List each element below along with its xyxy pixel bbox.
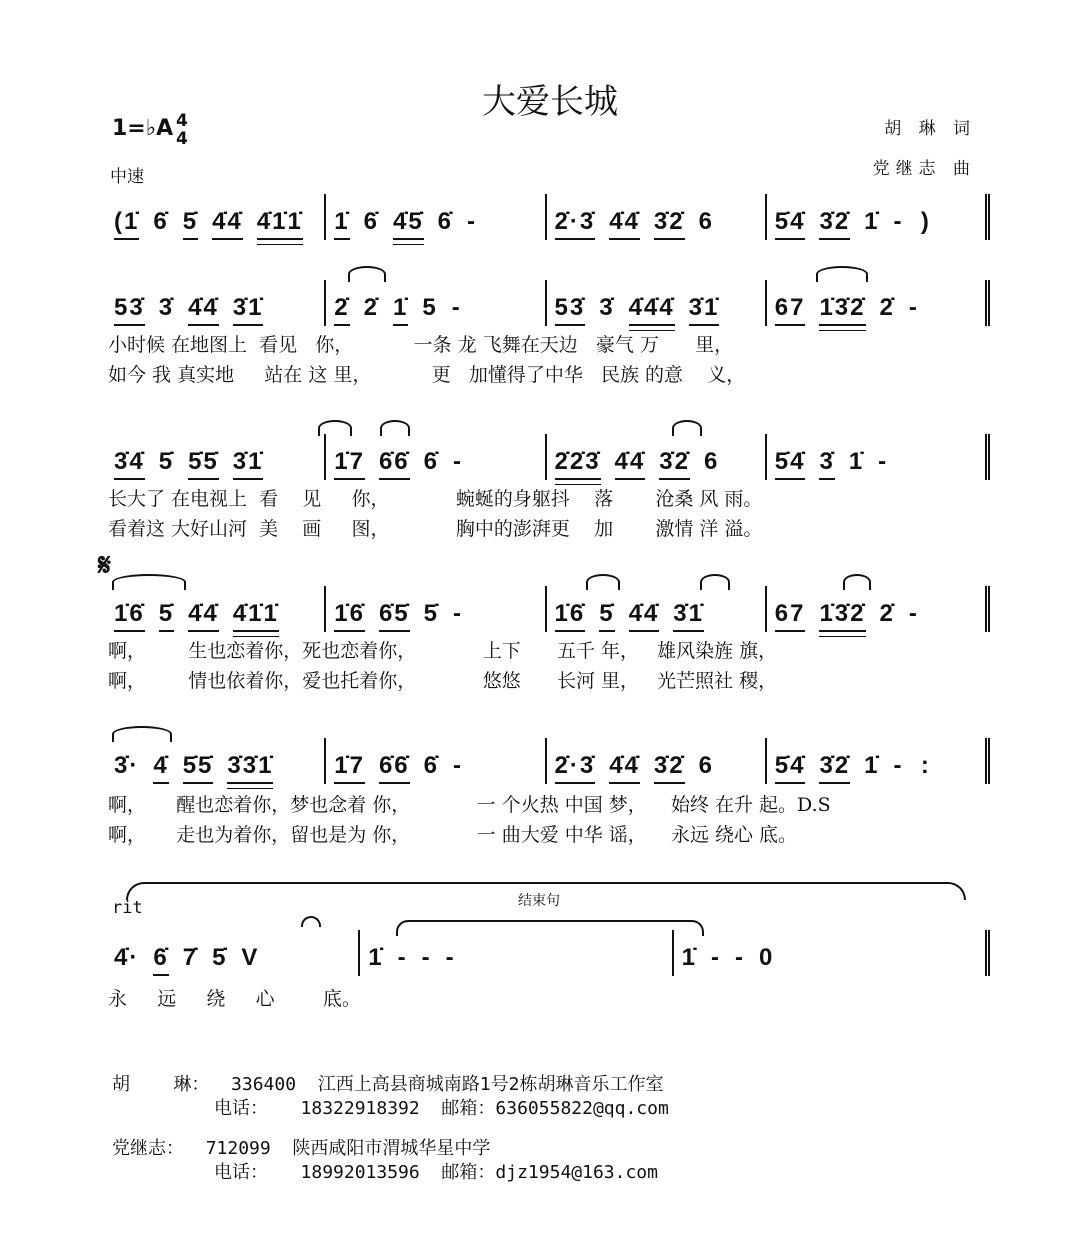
note-group: 4̇ [153,752,168,784]
note-group: 1̇ [681,944,697,971]
measure [545,280,765,326]
note-group: 4̇4̇ [629,600,660,632]
note-group: 6̇ [423,752,440,779]
note-group: 0 [759,944,775,971]
note-group: 3̇ [599,294,615,321]
note-group: 1̇ [393,294,408,326]
measure [358,930,671,976]
note-group: 2̇ [879,600,895,627]
measure [106,194,324,240]
note-group: 6̇ [363,208,379,235]
note-group: 6̇5̇ [379,600,410,632]
email-label: 邮箱： [441,1162,496,1183]
contact-zip: 336400 [231,1074,297,1095]
contact-lyricist [112,1070,663,1096]
note-group: 53̇ [114,294,145,326]
ending-bracket [126,882,966,900]
notation-row [106,582,990,632]
measure [765,280,990,326]
note-group: - [908,294,919,321]
note-group: 1̇ [864,752,880,779]
note-group: 6̇6̇ [379,752,410,784]
note-group: 53̇ [555,294,586,326]
notation-row [106,430,990,480]
note-group: 6̇ [153,208,169,235]
note-group: 4̇4̇ [212,208,243,240]
note-group: 6̇ [437,208,454,235]
measure [106,586,324,632]
note-group: 1̇ [864,208,880,235]
ending-label: 结束句 [518,893,560,909]
note-group: 5̇4̇ [775,752,806,784]
song-title: 大爱长城 [482,82,618,122]
notation-row [106,190,990,240]
note-group: 67 [775,294,806,326]
note-group: 4̇4̇ [609,208,640,240]
lyric-line: 啊， 醒也恋着你，梦也念着 你， 一 个火热 中国 梦， 始终 在升 起。D.S [108,794,831,816]
measure [545,738,765,784]
note-group: 3̇2̇ [819,208,850,240]
note-group: 3̇4̇ [114,448,145,480]
key-signature: 1=♭A [112,116,174,141]
note-group: 1̇6̇ [555,600,586,632]
note-group: 3̇1̇ [689,294,720,326]
email: djz1954@163.com [495,1162,658,1183]
lyricist-credit: 胡 琳 词 [884,119,976,139]
measure [765,434,990,480]
note-group: - [711,944,721,971]
composer-credit: 党继志 曲 [872,159,976,179]
note-group: V [241,944,260,971]
note-group: - [451,294,462,321]
measure [106,738,324,784]
note-group: 1̇7 [334,448,365,480]
note-group: - [878,448,889,475]
note-group: 4̇· [114,944,140,971]
note-group: 1̇3̇2̇ [819,600,865,632]
note-group: 4̇4̇ [609,752,640,784]
time-signature [176,112,188,148]
note-group: 5̇4̇ [775,448,806,480]
phone: 18322918392 [300,1098,420,1119]
notation-row [106,734,990,784]
email-label: 邮箱： [441,1098,496,1119]
time-bottom: 4 [176,129,188,149]
email: 636055822@qq.com [495,1098,669,1119]
note-group: - [397,944,408,971]
lyric-line: 啊， 走也为着你，留也是为 你， 一 曲大爱 中华 谣， 永远 绕心 底。 [108,824,798,846]
note-group: 1̇ [334,208,349,240]
measure [545,434,765,480]
note-group: 4̇4̇ [188,294,219,326]
measure [765,586,990,632]
note-group: - : [893,752,931,779]
measure [545,194,765,240]
note-group: 3̇ [819,448,834,480]
note-group: 1̇6̇ [114,600,145,632]
note-group: 4̇4̇4̇ [629,294,675,326]
note-group: 6 [698,208,714,235]
note-group: 5̇ [159,600,174,632]
note-group: - [445,944,456,971]
note-group: - [467,208,478,235]
measure [324,738,544,784]
note-group: 7̇ [182,944,199,971]
note-group: 3̇2̇ [654,752,685,784]
note-group: 1̇ [848,448,865,475]
note-group: 3̇2̇ [654,208,685,240]
measure [106,930,358,976]
note-group: 2̇2̇3̇ [555,448,601,480]
contact-lyricist-phone [214,1094,669,1120]
measure [324,586,544,632]
note-group: - ) [893,208,931,235]
notation-row [106,926,990,976]
note-group: 4̇1̇1̇ [233,600,279,632]
lyric-line: 小时候 在地图上 看见 你， 一条 龙 飞舞在天边 豪气 万 里， [108,334,734,356]
contact-address: 陕西咸阳市渭城华星中学 [292,1138,491,1159]
lyric-line: 长大了 在电视上 看 见 你， 蜿蜒的身躯抖 落 沧桑 风 雨。 [108,488,763,510]
note-group: 1̇ [368,944,384,971]
lyric-line: 啊， 情也依着你，爱也托着你， 悠悠 长河 里， 光芒照社 稷， [108,670,778,692]
note-group: 5̇ [599,600,614,632]
note-group: 3̇2̇ [819,752,850,784]
note-group: 3̇1̇ [673,600,704,632]
note-group: 3̇· [114,752,140,779]
contact-address: 江西上高县商城南路1号2栋胡琳音乐工作室 [317,1074,664,1095]
note-group: 4̇5̇ [393,208,424,240]
lyric-line: 永 远 绕 心 底。 [108,988,361,1010]
note-group: 1̇7 [334,752,365,784]
note-group: 2̇·3̇ [555,208,596,240]
measure [324,280,544,326]
measure [545,586,765,632]
note-group: 4̇4̇ [188,600,219,632]
measure [324,434,544,480]
contact-composer-phone [214,1158,658,1184]
note-group: 5̇ [183,208,198,240]
measure [765,194,990,240]
note-group: 3̇ [158,294,175,321]
note-group: 3̇3̇1̇ [227,752,273,784]
note-group: - [735,944,745,971]
contact-zip: 712099 [205,1138,271,1159]
phone-label: 电话： [214,1098,268,1119]
note-group: 5 [422,294,438,321]
rit-marking: rit [112,898,143,918]
note-group: 6 [703,448,720,475]
measure [106,434,324,480]
lyric-line: 如今 我 真实地 站在 这 里， 更 加懂得了中华 民族 的意 义， [108,364,746,386]
note-group: 6̇ [423,448,440,475]
time-top: 4 [176,111,188,131]
measure [106,280,324,326]
note-group: 5̇5̇ [188,448,219,480]
note-group: - [421,944,432,971]
note-group: - [453,448,464,475]
note-group: 4̇1̇1̇ [257,208,303,240]
notation-row [106,276,990,326]
measure [765,738,990,784]
contact-name: 党继志： [112,1138,184,1159]
note-group: 3̇1̇ [233,294,264,326]
measure [672,930,990,976]
phone-label: 电话： [214,1162,268,1183]
note-group: 2̇ [363,294,379,321]
segno-sign: 𝄋 [98,548,111,583]
note-group: 5̇ [212,944,228,971]
note-group: 1̇6̇ [334,600,365,632]
phone: 18992013596 [300,1162,420,1183]
tempo-marking: 中速 [110,167,144,187]
note-group: 6 [698,752,714,779]
note-group: 5̇ [158,448,175,475]
note-group: 2̇·3̇ [555,752,596,784]
contact-composer [112,1134,490,1160]
note-group: 5̇ [423,600,440,627]
note-group: - [453,600,464,627]
note-group: 67 [775,600,806,632]
note-group: 3̇1̇ [233,448,264,480]
note-group: 1̇3̇2̇ [819,294,865,326]
note-group: 3̇2̇ [659,448,690,480]
note-group: 6̇6̇ [379,448,410,480]
lyric-line: 啊， 生也恋着你，死也恋着你， 上下 五千 年， 雄风染旌 旗， [108,640,778,662]
note-group: 2̇ [334,294,349,326]
note-group: - [453,752,464,779]
note-group: (1̇ [114,208,139,240]
note-group: 5̇5̇ [183,752,214,784]
note-group: 5̇4̇ [775,208,806,240]
measure [324,194,544,240]
contact-name: 胡 琳： [112,1074,210,1095]
note-group: 2̇ [879,294,895,321]
note-group: 6̇ [153,944,168,976]
note-group: 4̇4̇ [615,448,646,480]
note-group: - [908,600,919,627]
lyric-line: 看着这 大好山河 美 画 图， 胸中的澎湃更 加 激情 洋 溢。 [108,518,763,540]
